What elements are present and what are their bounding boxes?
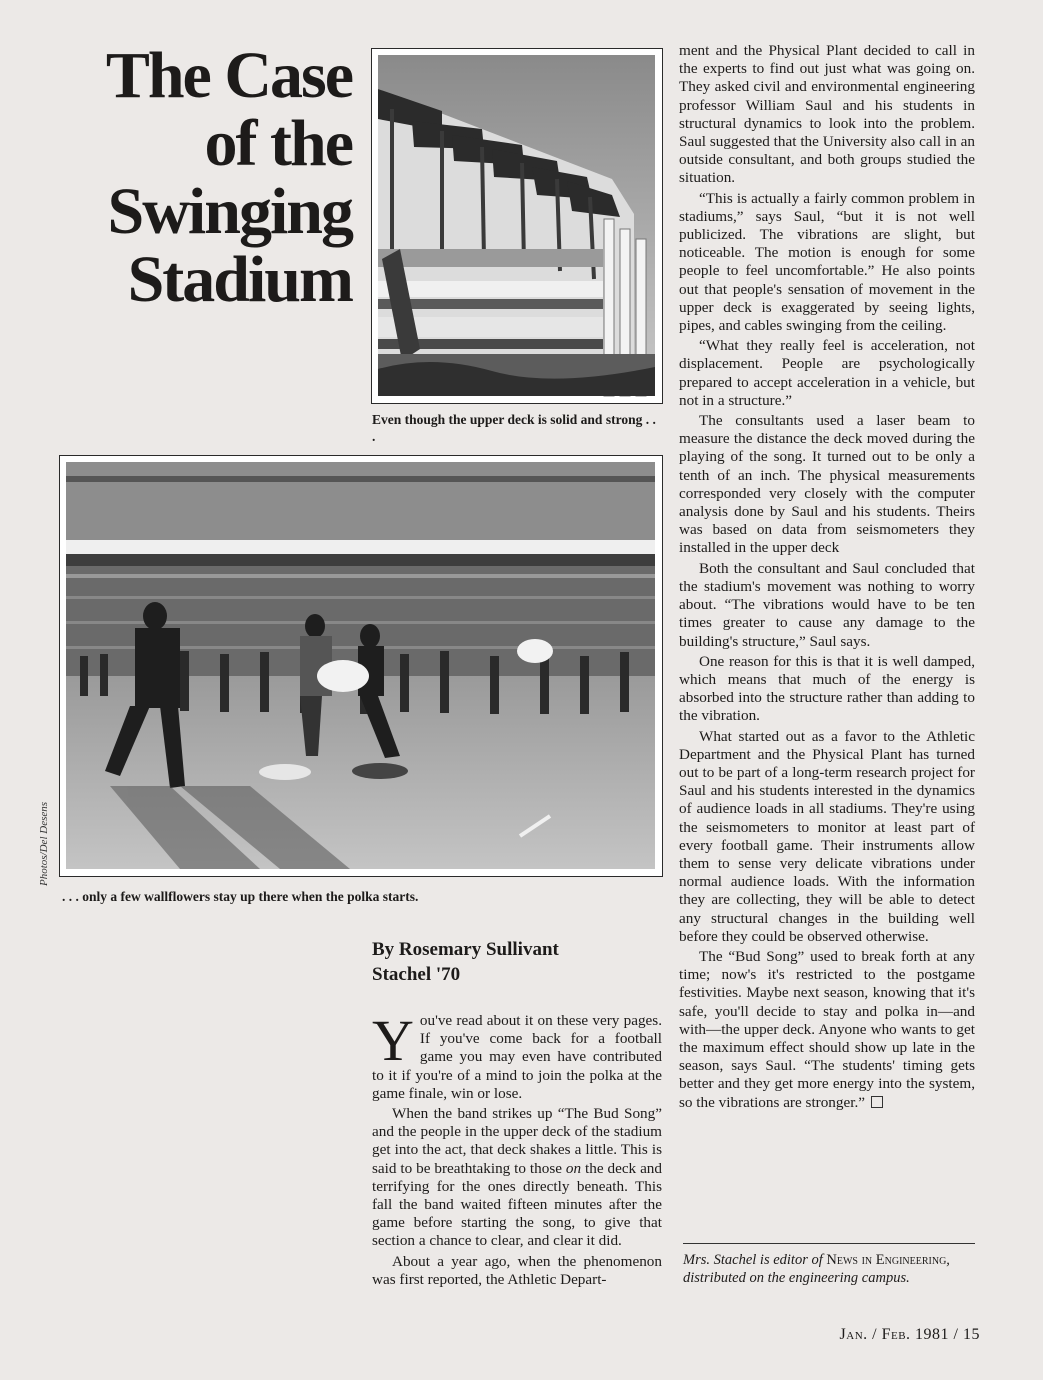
paragraph: Both the consultant and Saul concluded that the stadium's movement was nothing to worry about. “The vibrations would have to be ten times greater to cause any damage to the building's structure,” Saul says. <box>679 559 975 650</box>
body-column-right <box>679 42 975 1112</box>
title-line: Swinging <box>107 175 352 248</box>
paragraph: What started out as a favor to the Athletic Department and the Physical Plant has turned out to be part of a long-term research project for Saul and his students interested in the dynamics of audience loads in all stadiums. They're using the seismometers to monitor at least part of every football game. Their instruments allow them to sense very delicate vibrations under normal audience loads. With the information they are collecting, they will be able to detect any structural changes in the building well before they could be observed otherwise. <box>679 727 975 945</box>
byline-last: Stachel '70 <box>372 964 461 985</box>
byline-name: By Rosemary Sullivant <box>372 939 559 960</box>
paragraph-text: When the band strikes up “The Bud Song” and the people in the upper deck of the stadium get into the act, that deck shakes a little. This is said to be breathtaking to those <box>372 1105 662 1177</box>
paragraph-continued: ment and the Physical Plant decided to call in the experts to find out just what was going on. They asked civil and environmental engineering professor William Saul and his students in structural dynamics to look into the problem. Saul suggested that the University also call in an outside consultant, and both groups studied the situation. <box>679 42 975 187</box>
photo-credit-text: Photos/Del Desens <box>38 801 50 886</box>
paragraph-text: ou've read about it on these very pages. If you've come back for a football game you may even have contributed to it if you're of a mind to join the polka at the game finale, win or lose. <box>372 1012 662 1102</box>
paragraph: “What they really feel is acceleration, not displacement. People are psychologically prepared to accept acceleration in a vehicle, but not in a structure.” <box>679 337 975 409</box>
article-title <box>60 39 352 316</box>
stadium-upper-deck-photo <box>371 48 663 404</box>
paragraph: About a year ago, when the phenomenon was first reported, the Athletic Depart- <box>372 1252 662 1288</box>
emphasis-text: on <box>565 1159 582 1177</box>
paragraph: The consultants used a laser beam to measure the distance the deck moved during the playing of the song. It turned out to be only a tenth of an inch. The physical measurements corresponded very closely with the computer analysis done by Saul and his students. Theirs was based on data from seismometers they installed in the upper deck <box>679 412 975 557</box>
title-line: Stadium <box>127 243 352 316</box>
top-photo-caption: Even though the upper deck is solid and strong . . . <box>372 412 656 444</box>
title-line: The Case <box>105 39 352 112</box>
title-line: of the <box>204 107 352 180</box>
bottom-photo-caption: . . . only a few wallflowers stay up there when the polka starts. <box>62 889 419 904</box>
body-column-middle <box>372 1008 662 1289</box>
end-mark-icon <box>871 1096 883 1108</box>
paragraph: One reason for this is that it is well damped, which means that much of the energy is absorbed into the structure rather than adding to the vibration. <box>679 652 975 725</box>
publication-name: News in Engineering <box>826 1252 947 1268</box>
paragraph-lead <box>372 1008 662 1103</box>
folio-text: Jan. / Feb. 1981 / 15 <box>839 1326 980 1343</box>
byline <box>372 937 652 987</box>
paragraph-text: the deck and terrifying for the ones directly beneath. This fall the band waited fifteen minutes after the game before starting the song, to give that section a chance to clear, and clear it did. <box>372 1159 662 1250</box>
polka-field-photo <box>59 455 663 877</box>
note-text: Mrs. Stachel is editor of <box>683 1252 827 1268</box>
polka-field-image <box>60 456 661 875</box>
paragraph-text: The “Bud Song” used to break forth at any time; now's it's restricted to the postgame festivities. Maybe next season, knowing that it's safe, you'll decide to stay and polka in—and with—the upper deck. Anyone who wants to get the maximum effect should show up late in the season, says Saul. “The students' timing gets better and they get more energy into the system, so the vibrations are stronger.” <box>679 947 975 1111</box>
paragraph <box>372 1105 662 1251</box>
note-divider <box>683 1243 975 1244</box>
drop-cap: Y <box>372 1008 414 1073</box>
stadium-upper-deck-image <box>372 49 661 402</box>
paragraph-final <box>679 948 975 1112</box>
note-text: , distributed on the engineering campus. <box>683 1252 950 1286</box>
page-folio <box>840 1326 980 1344</box>
photo-credit <box>38 796 52 886</box>
paragraph: “This is actually a fairly common problem in stadiums,” says Saul, “but it is not well publicized. The vibrations are slight, but noticeable. The motion is enough for some people to feel uncomfortable.” He also points out that people's sensation of movement in the upper deck is exaggerated by seeing lights, pipes, and cables swinging from the ceiling. <box>679 189 975 335</box>
author-note <box>683 1251 975 1287</box>
